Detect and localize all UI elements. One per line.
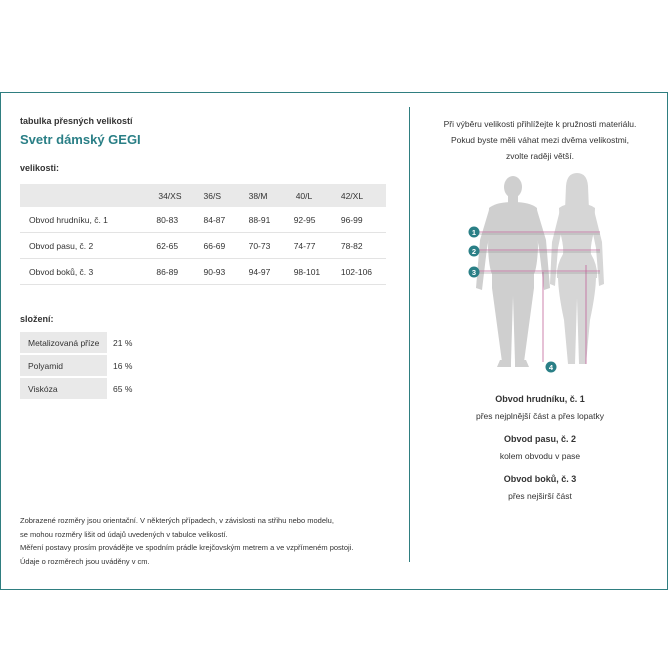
marker-2	[469, 246, 480, 257]
marker-label: 2	[471, 247, 477, 256]
measurement-definitions	[420, 393, 660, 513]
table-cell: 96-99	[341, 207, 386, 233]
size-col-header: 36/S	[204, 184, 249, 207]
marker-4	[546, 362, 557, 373]
table-cell: 66-69	[204, 233, 249, 259]
table-cell: 78-82	[341, 233, 386, 259]
definition-title: Obvod hrudníku, č. 1	[495, 394, 585, 404]
table-row	[20, 233, 386, 259]
marker-1	[469, 227, 480, 238]
column-divider	[409, 107, 410, 562]
table-cell: 102-106	[341, 259, 386, 285]
advice-line: Při výběru velikosti přihlížejte k pružnosti materiálu.	[443, 119, 637, 129]
material-percent: 16 %	[113, 360, 133, 371]
list-item	[20, 332, 132, 354]
material-percent: 65 %	[113, 383, 133, 394]
table-cell: 90-93	[204, 259, 249, 285]
size-table	[20, 184, 386, 285]
definition-desc: přes nejplnější část a přes lopatky	[475, 411, 605, 421]
material-percent: 21 %	[113, 338, 133, 348]
marker-label: 3	[471, 268, 477, 277]
note-line: Zobrazené rozměry jsou orientační. V některých případech, v závislosti na střihu nebo modelu,	[20, 516, 334, 525]
row-label: Obvod boků, č. 3	[20, 259, 156, 285]
material-name: Metalizovaná příze	[20, 332, 107, 354]
table-cell: 74-77	[294, 233, 341, 259]
advice-line: Pokud byste měli váhat mezi dvěma velikostmi,	[450, 135, 630, 145]
table-cell: 80-83	[156, 207, 203, 233]
size-header-row	[20, 184, 386, 207]
marker-label: 4	[548, 363, 554, 372]
note-line: se mohou rozměry lišit od údajů uvedených v tabulce velikostí.	[20, 529, 228, 539]
size-notes	[20, 514, 353, 568]
marker-label: 1	[471, 228, 477, 237]
table-row	[20, 207, 386, 233]
material-name: Polyamid	[20, 354, 107, 377]
table-cell: 98-101	[294, 259, 341, 285]
table-cell: 92-95	[294, 207, 341, 233]
table-cell: 94-97	[249, 259, 294, 285]
size-advice	[420, 116, 660, 164]
measurement-figures	[440, 170, 640, 380]
composition-label: složení:	[20, 314, 54, 324]
product-title: Svetr dámský GEGI	[20, 132, 141, 147]
table-cell: 70-73	[249, 233, 294, 259]
note-line: Údaje o rozměrech jsou uváděny v cm.	[20, 556, 150, 566]
size-header-blank	[20, 184, 156, 207]
advice-line: zvolte raději větší.	[505, 151, 575, 161]
size-col-header: 42/XL	[341, 184, 386, 207]
list-item	[20, 377, 132, 400]
size-col-header: 40/L	[294, 184, 341, 207]
row-label: Obvod pasu, č. 2	[20, 233, 156, 259]
row-label: Obvod hrudníku, č. 1	[20, 207, 156, 233]
definition-desc: kolem obvodu v pase	[499, 451, 581, 461]
list-item	[20, 354, 132, 377]
table-cell: 62-65	[156, 233, 203, 259]
table-cell: 84-87	[204, 207, 249, 233]
chart-eyebrow: tabulka přesných velikostí	[20, 116, 133, 126]
definition-desc: přes nejširší část	[508, 491, 572, 501]
size-col-header: 34/XS	[156, 184, 203, 207]
definition-title: Obvod boků, č. 3	[503, 474, 577, 484]
definition-title: Obvod pasu, č. 2	[503, 434, 577, 444]
marker-3	[469, 267, 480, 278]
table-row	[20, 259, 386, 285]
note-line: Měření postavy prosím provádějte ve spodním prádle krejčovským metrem a ve vzpřímeném postoji.	[20, 543, 354, 552]
size-col-header: 38/M	[249, 184, 294, 207]
composition-table	[20, 332, 132, 401]
table-cell: 88-91	[249, 207, 294, 233]
male-figure	[476, 176, 550, 367]
material-name: Viskóza	[20, 377, 107, 400]
female-figure	[550, 173, 604, 364]
table-cell: 86-89	[156, 259, 203, 285]
sizes-label: velikosti:	[20, 163, 60, 173]
